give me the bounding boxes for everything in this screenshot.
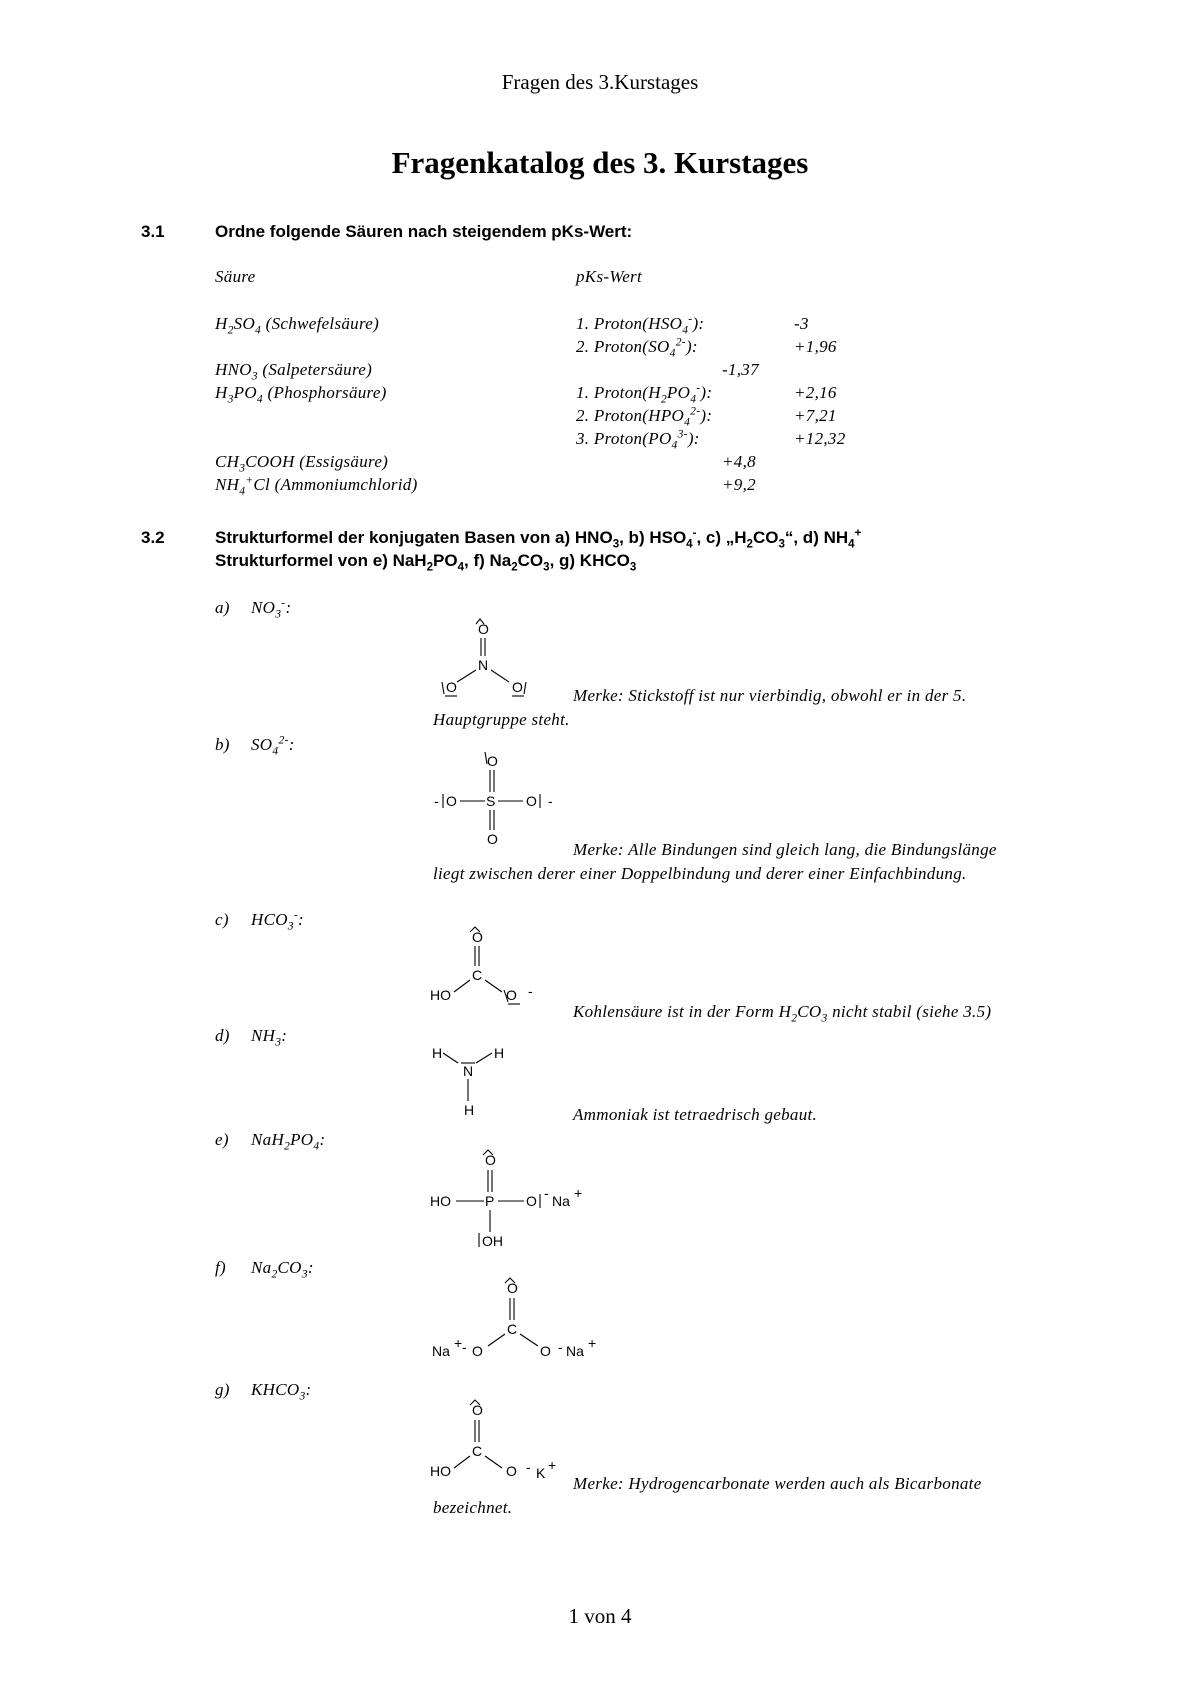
proton-h3po4-1: 1. $Proton(H_2PO_4^-)$:	[576, 381, 713, 406]
group-hydroxy: HO	[430, 1463, 451, 1479]
atom-oxygen: O	[446, 679, 457, 695]
atom-phosphorus: P	[485, 1193, 495, 1209]
atom-oxygen: O	[487, 831, 498, 847]
atom-hydrogen: H	[464, 1102, 475, 1118]
document-title: Fragenkatalog des 3. Kurstages	[391, 145, 809, 180]
pks-value: -3	[794, 314, 809, 333]
acid-nh4cl: $NH_4^+Cl$ (Ammoniumchlorid)	[215, 473, 418, 498]
proton-h2so4-2: 2. $Proton(SO_4^{2-})$:	[576, 335, 698, 360]
item-label-d: d)	[215, 1026, 230, 1045]
item-formula-g: $KHCO_3$:	[251, 1380, 312, 1403]
pks-value: -1,37	[722, 360, 759, 379]
item-formula-c: $HCO_3^-$:	[251, 908, 304, 933]
charge-minus: -	[526, 1459, 531, 1475]
column-header-acid: Säure	[215, 267, 256, 286]
acid-hno3: $HNO_3$ (Salpetersäure)	[215, 360, 373, 383]
item-formula-a: $NO_3^-$:	[251, 596, 292, 621]
item-label-f: f)	[215, 1258, 226, 1277]
acid-h3po4: $H_3PO_4$ (Phosphorsäure)	[215, 383, 387, 406]
column-header-pks: pKs-Wert	[576, 267, 643, 286]
page-number: 1 von 4	[568, 1604, 632, 1628]
ion-potassium: K	[536, 1465, 546, 1481]
note-a-cont: Hauptgruppe steht.	[433, 710, 570, 729]
group-hydroxy-bottom: OH	[482, 1233, 503, 1249]
charge-minus: -	[548, 793, 553, 809]
item-label-e: e)	[215, 1130, 229, 1149]
atom-carbon: C	[507, 1321, 518, 1337]
question-number-3-1: 3.1	[141, 222, 165, 241]
atom-oxygen: O	[472, 1343, 483, 1359]
item-label-b: b)	[215, 735, 230, 754]
atom-oxygen: O	[487, 753, 498, 769]
pks-value: +4,8	[722, 452, 756, 471]
atom-oxygen: O	[472, 1402, 483, 1418]
atom-carbon: C	[472, 1443, 483, 1459]
question-text-3-2-line2: Strukturformel von e) $NaH_2PO_4$, f) $Na_2CO_3$, g) $KHCO_3$	[215, 551, 637, 574]
charge-plus: +	[454, 1335, 463, 1351]
pks-value: +2,16	[794, 383, 837, 402]
proton-h3po4-2: 2. $Proton(HPO_4^{2-})$:	[576, 404, 713, 429]
atom-oxygen: O	[512, 679, 523, 695]
atom-oxygen: O	[478, 621, 489, 637]
question-number-3-2: 3.2	[141, 528, 165, 547]
atom-carbon: C	[472, 967, 483, 983]
atom-hydrogen: H	[432, 1045, 443, 1061]
charge-minus: -	[558, 1339, 563, 1355]
item-formula-f: $Na_2CO_3$:	[251, 1258, 314, 1281]
pks-value: +7,21	[794, 406, 837, 425]
ion-sodium: Na	[552, 1193, 570, 1209]
atom-oxygen: O	[540, 1343, 551, 1359]
charge-minus: -	[462, 1339, 467, 1355]
pks-value: +12,32	[794, 429, 846, 448]
atom-sulfur: S	[486, 793, 496, 809]
sulfate-structure	[430, 750, 560, 850]
question-text-3-1: Ordne folgende Säuren nach steigendem pKs-Wert:	[215, 222, 633, 241]
note-a: Merke: Stickstoff ist nur vierbindig, obwohl er in der 5.	[573, 686, 967, 705]
charge-minus: -	[544, 1185, 549, 1201]
ion-sodium: Na	[432, 1343, 450, 1359]
atom-nitrogen: N	[478, 657, 489, 673]
charge-minus: -	[434, 793, 439, 809]
acid-ch3cooh: $CH_3COOH$ (Essigsäure)	[215, 452, 389, 475]
atom-oxygen: O	[507, 1280, 518, 1296]
proton-h3po4-3: 3. $Proton(PO_4^{3-})$:	[576, 427, 700, 452]
ammonia-structure	[430, 1043, 530, 1123]
charge-plus: +	[588, 1335, 597, 1351]
item-formula-e: $NaH_2PO_4$:	[251, 1130, 326, 1153]
atom-oxygen: O	[472, 929, 483, 945]
atom-oxygen: O	[506, 987, 517, 1003]
charge-minus: -	[528, 983, 533, 999]
note-d: Ammoniak ist tetraedrisch gebaut.	[573, 1105, 818, 1124]
note-b-cont: liegt zwischen derer einer Doppelbindung und derer einer Einfachbindung.	[433, 864, 967, 883]
atom-nitrogen: N	[463, 1063, 474, 1079]
sodium-carbonate-structure	[430, 1278, 620, 1368]
note-g-cont: bezeichnet.	[433, 1498, 513, 1517]
potassium-hydrogencarbonate-structure	[430, 1400, 580, 1490]
item-label-a: a)	[215, 598, 230, 617]
atom-oxygen: O	[485, 1152, 496, 1168]
nitrate-structure	[430, 620, 540, 700]
item-label-g: g)	[215, 1380, 230, 1399]
group-hydroxy: HO	[430, 1193, 451, 1209]
ion-sodium: Na	[566, 1343, 584, 1359]
atom-oxygen: O	[526, 793, 537, 809]
charge-plus: +	[548, 1457, 557, 1473]
proton-h2so4-1: 1. $Proton(HSO_4^-)$:	[576, 312, 705, 337]
charge-plus: +	[574, 1185, 583, 1201]
question-text-3-2-line1: Strukturformel der konjugaten Basen von a) $HNO_3$, b) $HSO_4^-$, c) $„H_2CO_3“$, d) $NH_4^+$	[215, 527, 862, 551]
hydrogencarbonate-structure	[430, 928, 560, 1008]
atom-hydrogen: H	[494, 1045, 505, 1061]
atom-oxygen: O	[506, 1463, 517, 1479]
item-formula-d: $NH_3$:	[251, 1026, 288, 1049]
item-label-c: c)	[215, 910, 229, 929]
pks-value: +9,2	[722, 475, 756, 494]
atom-oxygen: O	[526, 1193, 537, 1209]
note-c: Kohlensäure ist in der Form $H_2CO_3$ nicht stabil (siehe 3.5)	[573, 1002, 992, 1025]
page-header: Fragen des 3.Kurstages	[501, 70, 699, 94]
atom-oxygen: O	[446, 793, 457, 809]
note-b: Merke: Alle Bindungen sind gleich lang, die Bindungslänge	[573, 840, 997, 859]
item-formula-b: $SO_4^{2-}$:	[251, 733, 295, 758]
acid-h2so4: $H_2SO_4$ (Schwefelsäure)	[215, 314, 380, 337]
sodium-dihydrogenphosphate-structure	[430, 1150, 600, 1260]
note-g: Merke: Hydrogencarbonate werden auch als Bicarbonate	[573, 1474, 982, 1493]
group-hydroxy: HO	[430, 987, 451, 1003]
pks-value: +1,96	[794, 337, 837, 356]
